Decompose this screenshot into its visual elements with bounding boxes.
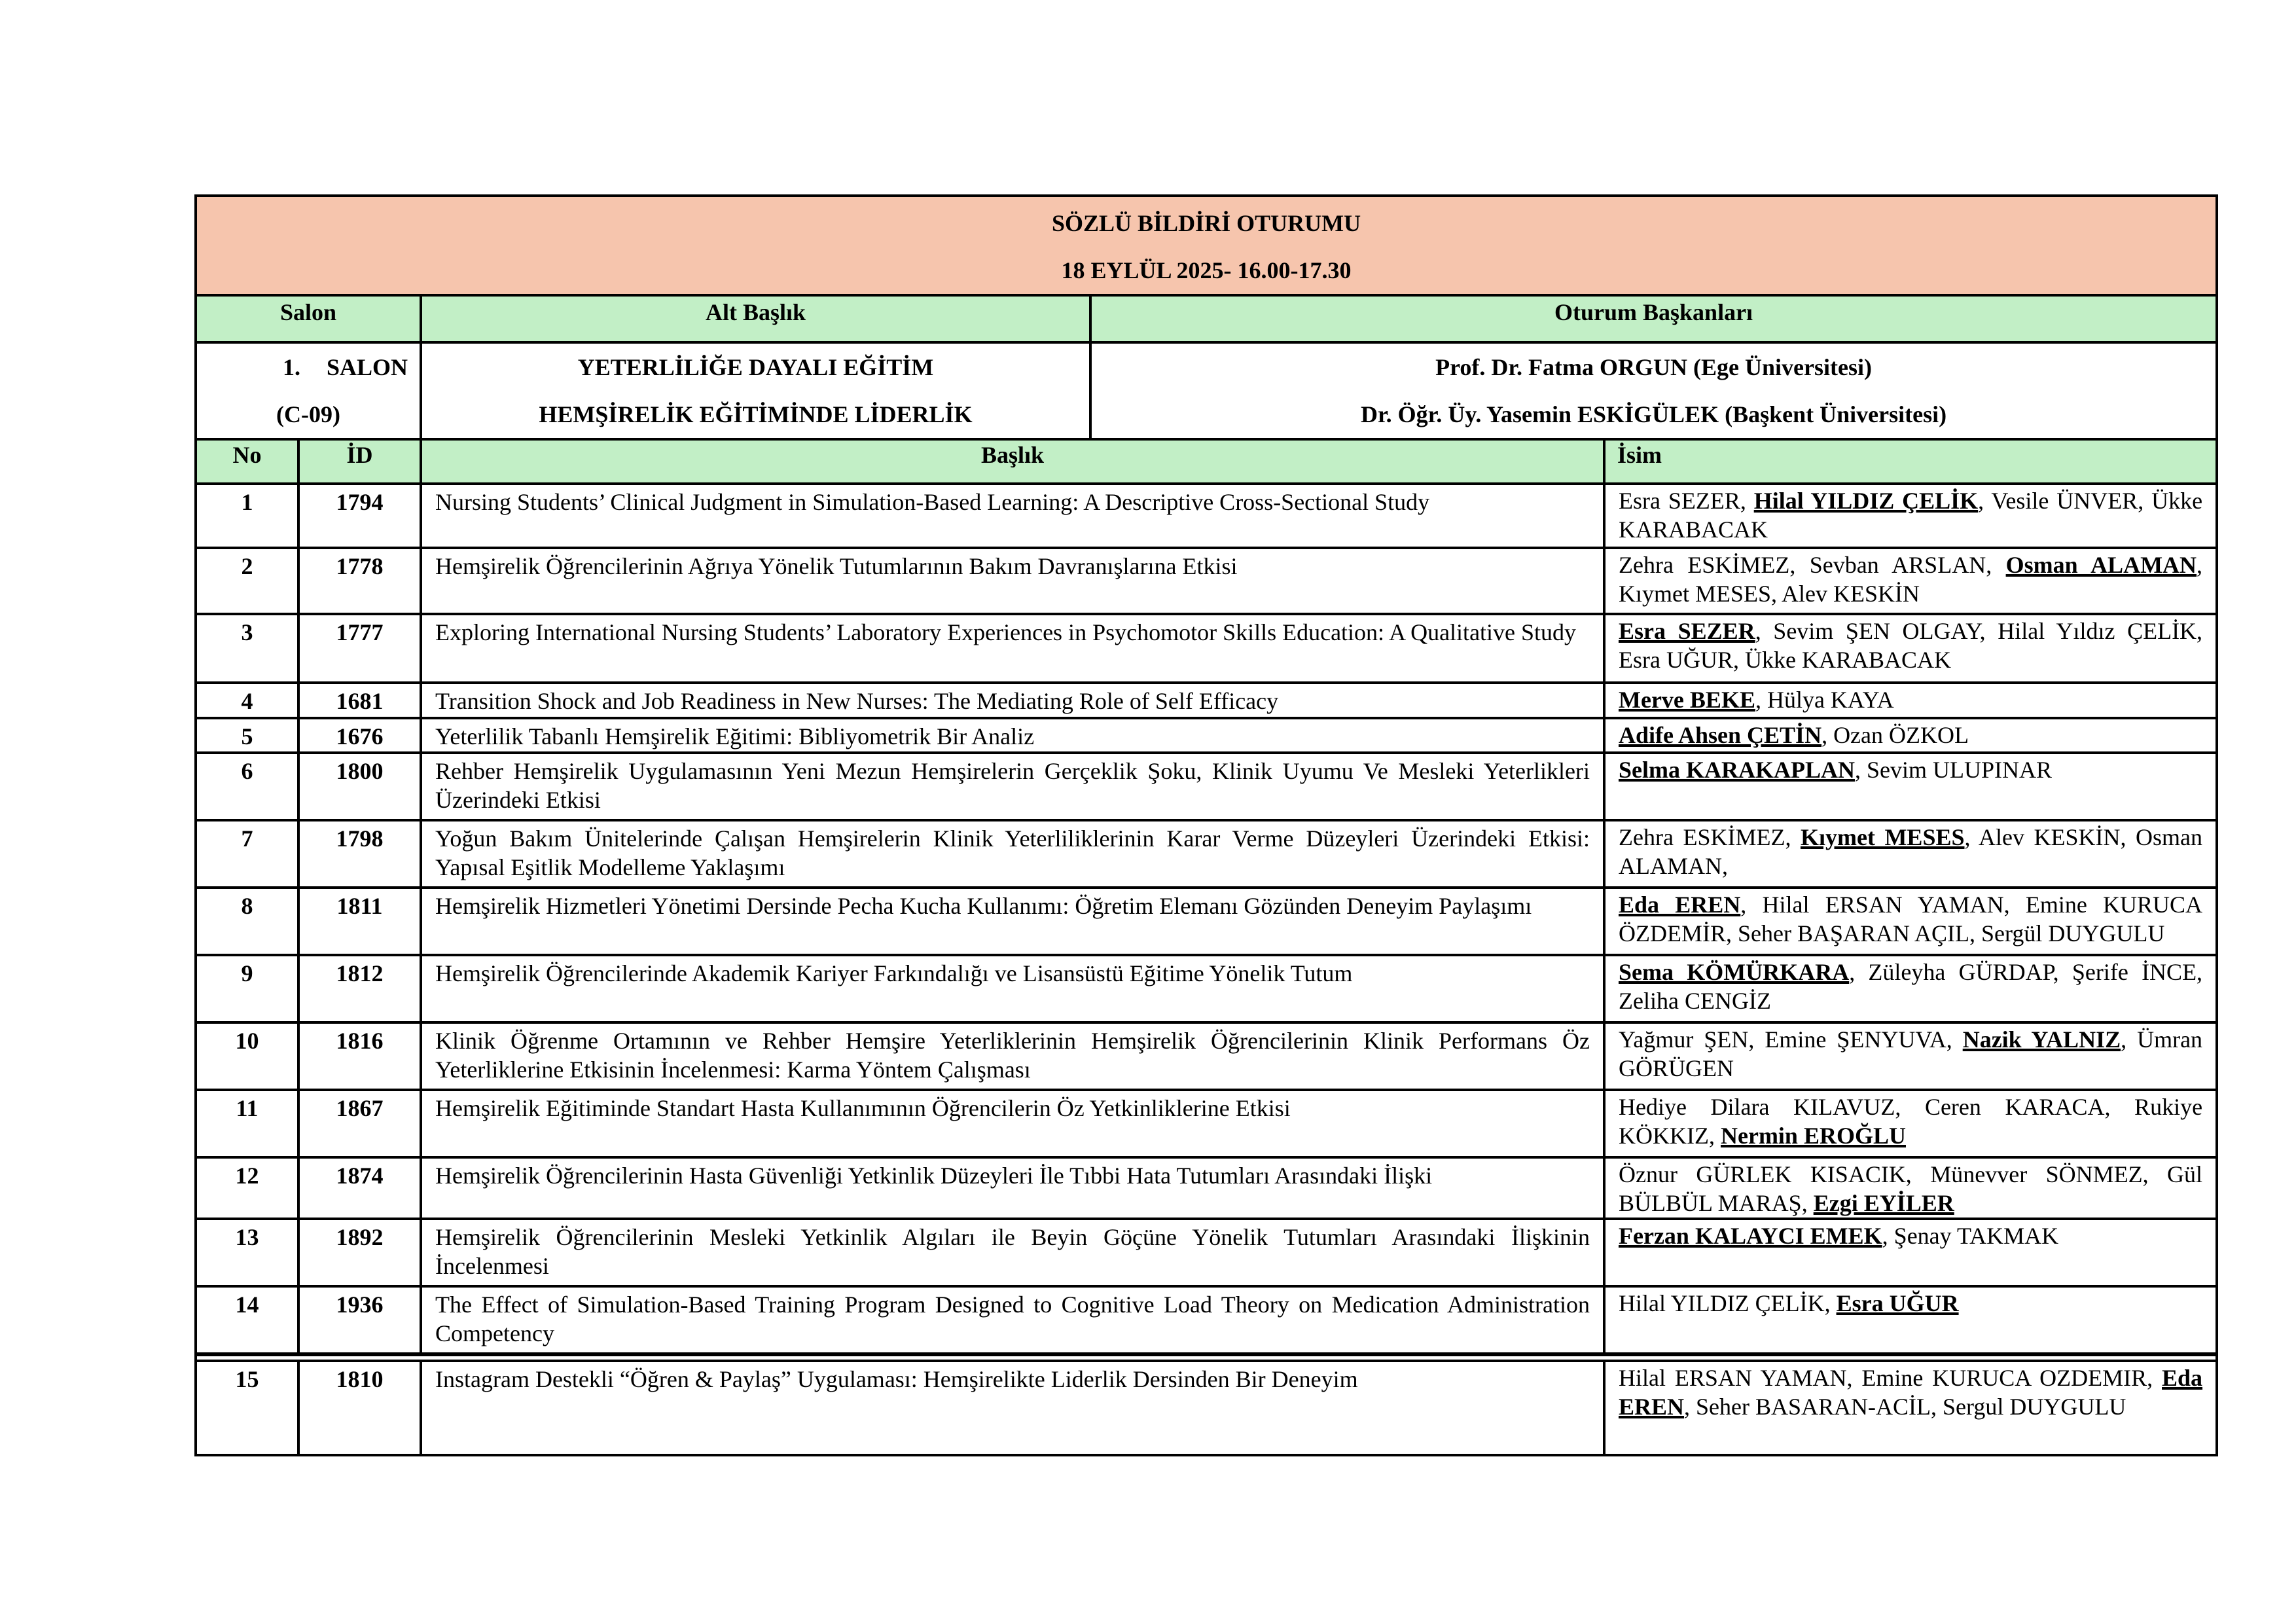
row-no: 2 (196, 548, 298, 614)
table-row (196, 1361, 2217, 1455)
table-row (196, 888, 2217, 955)
column-header-row (196, 439, 2217, 484)
subtitle-line-1: YETERLİLİĞE DAYALI EĞİTİM (577, 354, 934, 380)
row-id: 1681 (298, 683, 421, 718)
row-id: 1794 (298, 484, 421, 548)
row-no: 12 (196, 1157, 298, 1219)
authors-after: , Vesile ÜNVER, Ükke KARABACAK (1619, 488, 2203, 543)
presentation-rows (196, 484, 2217, 1455)
authors-after: , Seher BASARAN-ACİL, Sergul DUYGULU (1684, 1394, 2126, 1420)
row-id: 1676 (298, 718, 421, 753)
subtitle-cell (421, 342, 1090, 439)
presenting-author: Ezgi EYİLER (1813, 1190, 1954, 1216)
row-title: Hemşirelik Öğrencilerinin Hasta Güvenliği Yetkinlik Düzeyleri İle Tıbbi Hata Tutumları Arasındaki İlişki (421, 1157, 1604, 1219)
column-header-authors: İsim (1604, 439, 2217, 484)
authors-after: , Sevim ULUPINAR (1854, 757, 2052, 783)
session-title: SÖZLÜ BİLDİRİ OTURUMU (1051, 210, 1361, 236)
row-no: 11 (196, 1090, 298, 1157)
authors-after: , Kıymet MESES, Alev KESKİN (1619, 552, 2203, 607)
presenting-author: Eda EREN (1619, 1365, 2203, 1420)
presenting-author: Selma KARAKAPLAN (1619, 757, 1855, 783)
row-title: Klinik Öğrenme Ortamının ve Rehber Hemşire Yeterliklerinin Hemşirelik Öğrencilerinin Klinik Performans Öz Yeterliklerine Etkisinin İncelenmesi: Karma Yöntem Çalışması (421, 1022, 1604, 1090)
presenting-author: Esra SEZER (1619, 618, 1755, 644)
row-authors (1604, 1286, 2217, 1354)
authors-before: Öznur GÜRLEK KISACIK, Münevver SÖNMEZ, Gül BÜLBÜL MARAŞ, (1619, 1161, 2203, 1216)
subtitle-header: Alt Başlık (421, 295, 1090, 342)
row-title: The Effect of Simulation-Based Training Program Designed to Cognitive Load Theory on Medication Administration Competency (421, 1286, 1604, 1354)
presenting-author: Eda EREN (1619, 892, 1741, 918)
column-header-id: İD (298, 439, 421, 484)
table-row (196, 548, 2217, 614)
authors-after: , Şenay TAKMAK (1882, 1223, 2059, 1249)
salon-name: SALON (326, 354, 408, 380)
authors-after: , Sevim ŞEN OLGAY, Hilal Yıldız ÇELİK, Esra UĞUR, Ükke KARABACAK (1619, 618, 2203, 673)
table-row (196, 614, 2217, 683)
subtitle-line-2: HEMŞİRELİK EĞİTİMİNDE LİDERLİK (539, 401, 973, 427)
row-authors (1604, 718, 2217, 753)
row-title: Hemşirelik Öğrencilerinin Mesleki Yetkinlik Algıları ile Beyin Göçüne Yönelik Tutumları Arasındaki İlişkinin İncelenmesi (421, 1219, 1604, 1286)
salon-room: (C-09) (276, 401, 340, 427)
authors-after: , Züleyha GÜRDAP, Şerife İNCE, Zeliha CENGİZ (1619, 959, 2203, 1014)
session-date-time: 18 EYLÜL 2025- 16.00-17.30 (1061, 257, 1352, 283)
row-authors (1604, 1022, 2217, 1090)
chairs-cell (1090, 342, 2217, 439)
row-id: 1812 (298, 955, 421, 1022)
presenting-author: Nazik YALNIZ (1962, 1026, 2121, 1053)
row-authors (1604, 1090, 2217, 1157)
row-id: 1867 (298, 1090, 421, 1157)
authors-before: Hilal YILDIZ ÇELİK, (1619, 1290, 1837, 1316)
row-title: Yeterlilik Tabanlı Hemşirelik Eğitimi: Bibliyometrik Bir Analiz (421, 718, 1604, 753)
authors-before: Esra SEZER, (1619, 488, 1754, 514)
row-title: Exploring International Nursing Students’ Laboratory Experiences in Psychomotor Skills Education: A Qualitative Study (421, 614, 1604, 683)
row-title: Yoğun Bakım Ünitelerinde Çalışan Hemşirelerin Klinik Yeterliliklerinin Karar Verme Düzeyleri Üzerindeki Etkisi: Yapısal Eşitlik Modelleme Yaklaşımı (421, 820, 1604, 888)
row-no: 1 (196, 484, 298, 548)
table-row (196, 484, 2217, 548)
presenting-author: Esra UĞUR (1836, 1290, 1959, 1316)
presenting-author: Merve BEKE (1619, 687, 1755, 713)
row-id: 1936 (298, 1286, 421, 1354)
row-title: Hemşirelik Eğitiminde Standart Hasta Kullanımının Öğrencilerin Öz Yetkinliklerine Etkisi (421, 1090, 1604, 1157)
table-row (196, 955, 2217, 1022)
session-table (194, 194, 2218, 1456)
salon-number: 1. (282, 354, 300, 380)
row-id: 1816 (298, 1022, 421, 1090)
row-no: 15 (196, 1361, 298, 1455)
row-title: Transition Shock and Job Readiness in New Nurses: The Mediating Role of Self Efficacy (421, 683, 1604, 718)
row-authors (1604, 484, 2217, 548)
authors-after: , Ümran GÖRÜGEN (1619, 1026, 2203, 1081)
row-authors (1604, 614, 2217, 683)
table-row (196, 1157, 2217, 1219)
salon-header: Salon (196, 295, 421, 342)
session-header-row (196, 295, 2217, 342)
authors-before: Yağmur ŞEN, Emine ŞENYUVA, (1619, 1026, 1963, 1053)
authors-after: , Hülya KAYA (1755, 687, 1894, 713)
authors-after: , Hilal ERSAN YAMAN, Emine KURUCA ÖZDEMİR, Seher BAŞARAN AÇIL, Sergül DUYGULU (1619, 892, 2203, 947)
authors-before: Zehra ESKİMEZ, Sevban ARSLAN, (1619, 552, 2006, 578)
row-no: 10 (196, 1022, 298, 1090)
row-id: 1798 (298, 820, 421, 888)
title-row (196, 196, 2217, 295)
table-row (196, 1022, 2217, 1090)
authors-before: Hediye Dilara KILAVUZ, Ceren KARACA, Rukiye KÖKKIZ, (1619, 1094, 2203, 1149)
authors-after: , Alev KESKİN, Osman ALAMAN, (1619, 824, 2203, 879)
authors-before: Zehra ESKİMEZ, (1619, 824, 1801, 850)
presenting-author: Adife Ahsen ÇETİN (1619, 722, 1822, 748)
row-title: Instagram Destekli “Öğren & Paylaş” Uygulaması: Hemşirelikte Liderlik Dersinden Bir Deneyim (421, 1361, 1604, 1455)
presenting-author: Nermin EROĞLU (1720, 1123, 1906, 1149)
row-authors (1604, 1157, 2217, 1219)
row-no: 4 (196, 683, 298, 718)
row-authors (1604, 548, 2217, 614)
row-title: Hemşirelik Hizmetleri Yönetimi Dersinde Pecha Kucha Kullanımı: Öğretim Elemanı Gözünden Deneyim Paylaşımı (421, 888, 1604, 955)
column-header-title: Başlık (421, 439, 1604, 484)
row-id: 1800 (298, 753, 421, 820)
row-no: 3 (196, 614, 298, 683)
row-authors (1604, 820, 2217, 888)
row-title: Rehber Hemşirelik Uygulamasının Yeni Mezun Hemşirelerin Gerçeklik Şoku, Klinik Uyumu Ve Mesleki Yeterlikleri Üzerindeki Etkisi (421, 753, 1604, 820)
row-authors (1604, 683, 2217, 718)
row-no: 13 (196, 1219, 298, 1286)
row-authors (1604, 955, 2217, 1022)
salon-cell (196, 342, 421, 439)
chairs-header: Oturum Başkanları (1090, 295, 2217, 342)
presenting-author: Hilal YILDIZ ÇELİK (1753, 488, 1979, 514)
table-row (196, 683, 2217, 718)
row-authors (1604, 753, 2217, 820)
table-row (196, 1219, 2217, 1286)
table-row (196, 753, 2217, 820)
table-row (196, 1090, 2217, 1157)
authors-before: Hilal ERSAN YAMAN, Emine KURUCA OZDEMIR, (1619, 1365, 2162, 1391)
authors-after: , Ozan ÖZKOL (1821, 722, 1969, 748)
row-no: 9 (196, 955, 298, 1022)
row-id: 1777 (298, 614, 421, 683)
presenting-author: Ferzan KALAYCI EMEK (1619, 1223, 1882, 1249)
table-row (196, 1286, 2217, 1354)
row-title: Hemşirelik Öğrencilerinin Ağrıya Yönelik Tutumlarının Bakım Davranışlarına Etkisi (421, 548, 1604, 614)
row-title: Hemşirelik Öğrencilerinde Akademik Kariyer Farkındalığı ve Lisansüstü Eğitime Yönelik Tutum (421, 955, 1604, 1022)
chair-2: Dr. Öğr. Üy. Yasemin ESKİGÜLEK (Başkent Üniversitesi) (1360, 401, 1947, 427)
row-title: Nursing Students’ Clinical Judgment in Simulation-Based Learning: A Descriptive Cross-Sectional Study (421, 484, 1604, 548)
row-authors (1604, 888, 2217, 955)
row-no: 14 (196, 1286, 298, 1354)
column-header-no: No (196, 439, 298, 484)
row-authors (1604, 1361, 2217, 1455)
row-id: 1778 (298, 548, 421, 614)
presenting-author: Sema KÖMÜRKARA (1619, 959, 1850, 985)
row-no: 7 (196, 820, 298, 888)
presenting-author: Kıymet MESES (1800, 824, 1965, 850)
row-id: 1811 (298, 888, 421, 955)
title-cell (196, 196, 2217, 295)
row-no: 5 (196, 718, 298, 753)
session-info-row (196, 342, 2217, 439)
row-id: 1874 (298, 1157, 421, 1219)
chair-1: Prof. Dr. Fatma ORGUN (Ege Üniversitesi) (1435, 354, 1872, 380)
section-divider (196, 1354, 2217, 1361)
row-id: 1892 (298, 1219, 421, 1286)
row-id: 1810 (298, 1361, 421, 1455)
row-no: 8 (196, 888, 298, 955)
row-authors (1604, 1219, 2217, 1286)
table-row (196, 718, 2217, 753)
row-no: 6 (196, 753, 298, 820)
presenting-author: Osman ALAMAN (2005, 552, 2197, 578)
table-row (196, 820, 2217, 888)
